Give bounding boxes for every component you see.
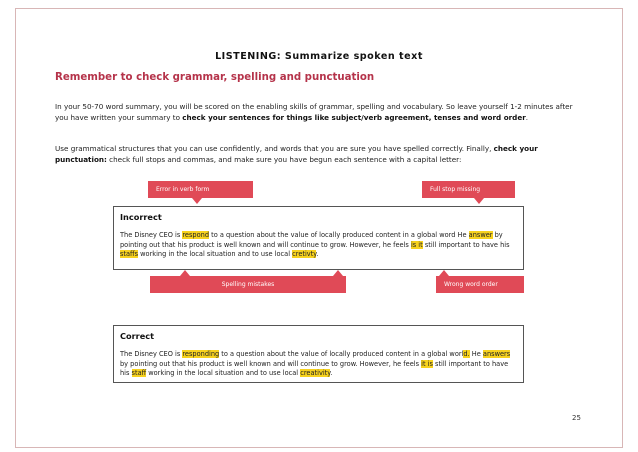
- correct-title: Correct: [120, 331, 155, 341]
- incorrect-title: Incorrect: [120, 212, 162, 222]
- para1-text: In your 50-70 word summary, you will be scored on the enabling skills of grammar, spelling and vocabulary. So leave yourself 1-2 minutes after you have written your summary to: [55, 102, 573, 122]
- intro-paragraph: [55, 102, 585, 123]
- punctuation-paragraph: [55, 144, 585, 165]
- highlight-verb: responding: [182, 350, 220, 358]
- para2-bold: check your punctuation:: [55, 144, 538, 164]
- highlight-full-stop: d.: [463, 350, 470, 358]
- incorrect-example-box: [113, 206, 524, 270]
- callout-spelling-mistakes: Spelling mistakes: [150, 276, 346, 293]
- correct-example-box: [113, 325, 524, 383]
- page-title: LISTENING: Summarize spoken text: [215, 51, 423, 62]
- highlight-spelling: staffs: [120, 250, 139, 258]
- highlight-spelling: staff: [131, 369, 147, 377]
- para2-text: Use grammatical structures that you can use confidently, and words that you are sure you have spelled correctly. Finally,: [55, 144, 494, 153]
- highlight-spelling: cretivty: [292, 250, 317, 258]
- incorrect-text: The Disney CEO is respond to a question about the value of locally produced content in a global word He answer by pointing out that his product is well known and will continue to grow. However, he feels is it still important to have his staffs working in the local situation and to use local cretivty.: [120, 231, 510, 258]
- highlight-verb: answers: [482, 350, 511, 358]
- correct-text: The Disney CEO is responding to a question about the value of locally produced content in a global world. He answers by pointing out that his product is well known and will continue to grow. However, he feels it is still important to have his staff working in the local situation and to use local creativity.: [120, 350, 511, 377]
- callout-error-verb-form: Error in verb form: [148, 181, 253, 198]
- highlight-verb-error: respond: [182, 231, 210, 239]
- callout-wrong-word-order: Wrong word order: [436, 276, 524, 293]
- highlight-verb-error: answer: [468, 231, 493, 239]
- para1-bold: check your sentences for things like subject/verb agreement, tenses and word order: [182, 112, 526, 122]
- para1-end: .: [525, 112, 529, 122]
- para2-end: check full stops and commas, and make sure you have begun each sentence with a capital letter:: [106, 154, 462, 164]
- callout-pointer: [474, 198, 484, 204]
- callout-pointer: [192, 198, 202, 204]
- callout-full-stop-missing: Full stop missing: [422, 181, 515, 198]
- page-number: 25: [572, 414, 581, 422]
- highlight-spelling: creativity: [300, 369, 331, 377]
- subheading: Remember to check grammar, spelling and punctuation: [55, 72, 375, 83]
- highlight-word-order: is it: [410, 240, 423, 249]
- highlight-word-order: it is: [421, 359, 433, 368]
